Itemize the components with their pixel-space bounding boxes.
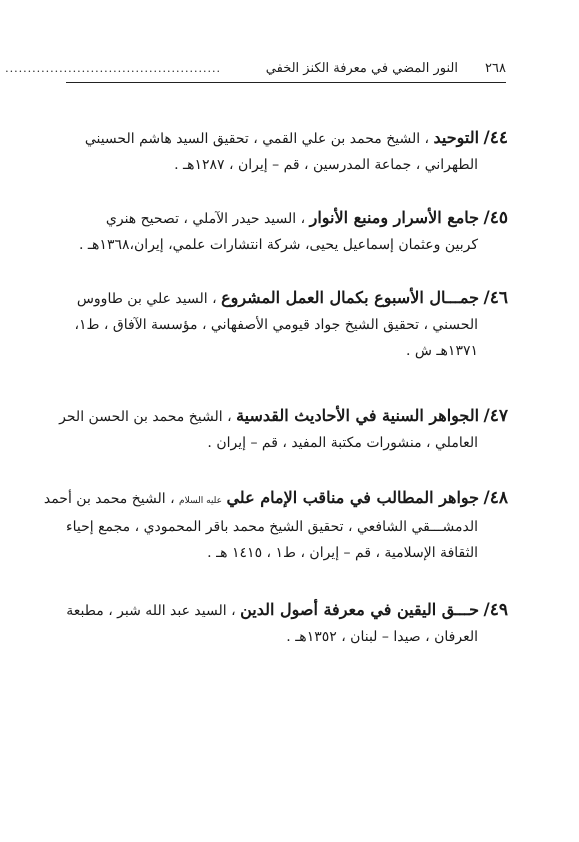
entry-title: جمـــال الأسبوع بكمال العمل المشروع (221, 288, 480, 307)
running-title: النور المضي في معرفة الكنز الخفي (265, 61, 458, 76)
entry-details: ، الشيخ محمد بن علي القمي ، تحقيق السيد هاشم الحسيني (84, 131, 430, 147)
entry-first-line (66, 597, 508, 624)
entry-title: التوحيد (433, 128, 480, 147)
dot-leader: ................................................ (5, 62, 221, 75)
entry-first-line (59, 403, 508, 430)
entry-title: جواهر المطالب في مناقب الإمام علي (226, 488, 480, 507)
entry-number: ٤٩/ (483, 600, 508, 620)
bibliography-entry-44 (66, 125, 508, 178)
entry-title: الجواهر السنية في الأحاديث القدسية (236, 406, 480, 425)
bibliography-entry-45 (66, 205, 508, 258)
entry-continuation: الدمشـــقي الشافعي ، تحقيق الشيخ محمد باقر المحمودي ، مجمع إحياء (66, 519, 478, 535)
entry-details: ، الشيخ محمد بن أحمد (43, 491, 175, 507)
entry-continuation: الحسني ، تحقيق الشيخ جواد قيومي الأصفهاني ، مؤسسة الآفاق ، ط١، (74, 317, 478, 333)
page-number: ٢٦٨ (485, 61, 506, 76)
entry-continuation: الثقافة الإسلامية ، قم – إيران ، ط١ ، ١٤١٥ هـ . (207, 545, 478, 561)
entry-continuation: العاملي ، منشورات مكتبة المفيد ، قم – إيران . (207, 435, 478, 451)
entry-number: ٤٨/ (483, 488, 508, 508)
bibliography-entry-46 (66, 285, 508, 364)
bibliography-entry-47 (59, 403, 508, 456)
entry-details: ، السيد عبد الله شبر ، مطبعة (66, 603, 236, 619)
entry-continuation: العرفان ، صيدا – لبنان ، ١٣٥٢هـ . (286, 629, 478, 645)
bibliography-entry-48 (43, 485, 508, 566)
entry-first-line (66, 205, 508, 232)
entry-first-line (43, 485, 508, 514)
entry-number: ٤٦/ (483, 288, 508, 308)
entry-number: ٤٧/ (483, 406, 508, 426)
entry-number: ٤٤/ (483, 128, 508, 148)
header-rule (66, 82, 506, 83)
entry-continuation: الطهراني ، جماعة المدرسين ، قم – إيران ، ١٢٨٧هـ . (174, 157, 478, 173)
honorific-ligature: عليه السلام (179, 496, 223, 506)
entry-first-line (66, 125, 508, 152)
entry-number: ٤٥/ (483, 208, 508, 228)
entry-first-line (66, 285, 508, 312)
entry-details: ، السيد حيدر الآملي ، تصحيح هنري (105, 211, 306, 227)
bibliography-entry-49 (66, 597, 508, 650)
entry-title: حـــق اليقين في معرفة أصول الدين (240, 600, 480, 619)
entry-continuation: كربين وعثمان إسماعيل يحيى، شركة انتشارات علمي، إيران،١٣٦٨هـ . (79, 237, 478, 253)
entry-continuation: ١٣٧١هـ ش . (405, 343, 478, 359)
entry-details: ، الشيخ محمد بن الحسن الحر (59, 409, 232, 425)
entry-title: جامع الأسرار ومنبع الأنوار (309, 208, 480, 227)
entry-details: ، السيد علي بن طاووس (76, 291, 217, 307)
